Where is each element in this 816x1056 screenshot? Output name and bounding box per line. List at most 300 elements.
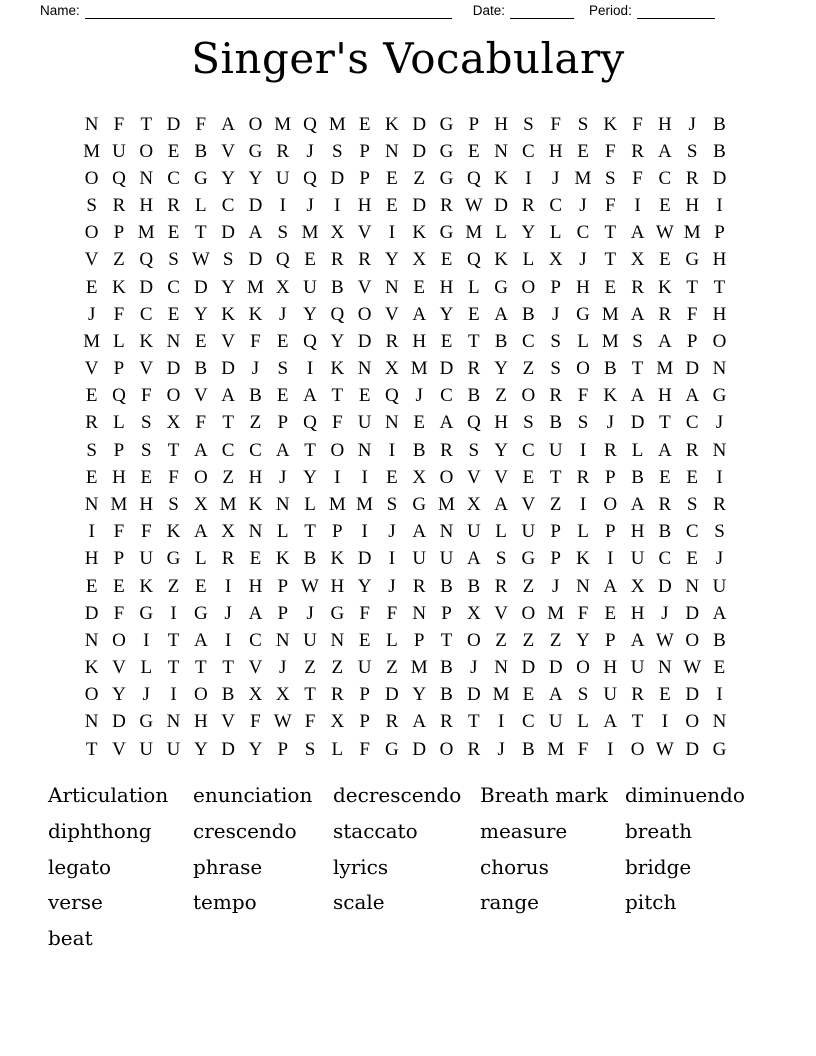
page-title: Singer's Vocabulary [191, 34, 625, 83]
grid-cell: E [386, 466, 398, 488]
grid-cell: A [658, 439, 672, 461]
grid-cell: D [357, 330, 372, 352]
grid-cell: U [139, 738, 154, 760]
grid-cell: G [193, 602, 208, 624]
grid-cell: F [386, 602, 398, 624]
grid-cell: N [385, 276, 399, 298]
grid-cell: J [251, 358, 260, 380]
grid-cell: N [84, 113, 99, 135]
name-blank-line [85, 5, 452, 19]
grid-cell: B [440, 684, 453, 706]
grid-cell: D [166, 113, 181, 135]
grid-cell: F [250, 330, 261, 352]
grid-cell: Y [494, 358, 508, 380]
grid-cell: J [497, 738, 505, 760]
grid-cell: M [110, 493, 128, 515]
grid-cell: U [630, 657, 645, 679]
grid-cell: O [521, 276, 536, 298]
grid-cell: L [495, 222, 507, 244]
grid-cell: B [522, 303, 535, 325]
grid-cell: H [139, 195, 154, 217]
grid-cell: S [550, 358, 561, 380]
grid-cell: C [221, 439, 235, 461]
grid-cell: C [549, 195, 563, 217]
grid-cell: D [439, 358, 454, 380]
word-item: chorus [480, 854, 549, 879]
grid-cell: W [464, 195, 483, 217]
grid-cell: X [330, 711, 345, 733]
grid-cell: H [139, 493, 154, 515]
grid-cell: F [250, 711, 261, 733]
grid-cell: O [685, 629, 700, 651]
grid-cell: I [579, 439, 587, 461]
grid-cell: L [113, 412, 125, 434]
grid-cell: R [467, 358, 481, 380]
grid-cell: E [167, 303, 180, 325]
grid-cell: F [195, 412, 207, 434]
grid-cell: O [576, 657, 590, 679]
grid-cell: W [683, 657, 702, 679]
word-item: enunciation [193, 783, 313, 807]
grid-cell: I [88, 521, 95, 543]
grid-cell: K [603, 113, 618, 135]
grid-cell: D [139, 276, 154, 298]
grid-cell: W [655, 222, 674, 244]
grid-cell: O [685, 711, 700, 733]
grid-cell: B [713, 629, 726, 651]
grid-cell: Y [193, 303, 208, 325]
grid-cell: U [466, 521, 481, 543]
grid-cell: A [685, 385, 700, 407]
name-label: Name: [40, 3, 80, 18]
grid-cell: D [685, 684, 700, 706]
grid-cell: Y [221, 167, 235, 189]
grid-cell: P [113, 222, 125, 244]
grid-cell: A [275, 439, 290, 461]
grid-cell: Q [466, 249, 481, 271]
grid-cell: J [551, 575, 560, 597]
grid-cell: L [577, 330, 589, 352]
grid-cell: P [113, 358, 125, 380]
grid-cell: N [84, 493, 99, 515]
grid-cell: E [713, 657, 726, 679]
grid-cell: G [685, 249, 700, 271]
grid-cell: X [275, 684, 290, 706]
grid-cell: N [84, 711, 99, 733]
grid-cell: P [550, 521, 561, 543]
grid-cell: S [86, 439, 97, 461]
word-item: diphthong [48, 818, 152, 843]
grid-cell: I [361, 521, 368, 543]
grid-cell: C [522, 330, 535, 352]
grid-cell: A [248, 602, 263, 624]
grid-cell: M [547, 602, 565, 624]
grid-cell: M [438, 493, 455, 515]
grid-cell: A [494, 303, 508, 325]
grid-cell: M [328, 113, 346, 135]
grid-cell: R [631, 684, 644, 706]
grid-cell: R [385, 330, 399, 352]
grid-cell: K [84, 657, 99, 679]
grid-cell: G [494, 276, 508, 298]
grid-cell: O [357, 303, 372, 325]
grid-cell: H [248, 466, 263, 488]
grid-cell: G [439, 140, 454, 162]
grid-cell: S [140, 439, 152, 461]
grid-cell: P [332, 521, 343, 543]
grid-cell: C [685, 521, 699, 543]
grid-cell: G [193, 167, 208, 189]
grid-cell: M [410, 358, 428, 380]
grid-cell: S [632, 330, 643, 352]
grid-cell: I [388, 222, 396, 244]
grid-cell: N [330, 629, 345, 651]
grid-cell: W [273, 711, 292, 733]
grid-cell: U [548, 439, 563, 461]
grid-cell: H [712, 249, 727, 271]
grid-cell: I [170, 602, 177, 624]
grid-cell: U [603, 684, 618, 706]
grid-cell: I [334, 466, 341, 488]
word-item: legato [48, 854, 112, 879]
grid-cell: S [495, 548, 507, 570]
grid-cell: E [85, 385, 98, 407]
grid-cell: R [85, 412, 98, 434]
grid-cell: N [248, 521, 263, 543]
grid-cell: Y [193, 738, 208, 760]
grid-cell: P [605, 629, 616, 651]
grid-cell: Y [303, 303, 317, 325]
grid-cell: B [467, 385, 481, 407]
grid-cell: H [494, 412, 508, 434]
grid-cell: J [715, 412, 724, 434]
grid-cell: J [688, 113, 696, 135]
grid-cell: C [167, 276, 180, 298]
grid-cell: B [713, 113, 726, 135]
grid-cell: A [630, 222, 645, 244]
grid-cell: R [112, 195, 126, 217]
word-item: Breath mark [480, 783, 608, 807]
grid-cell: G [439, 222, 454, 244]
grid-cell: R [330, 684, 344, 706]
grid-cell: H [685, 195, 700, 217]
grid-cell: Q [303, 167, 317, 189]
grid-cell: D [412, 738, 427, 760]
grid-cell: T [222, 412, 234, 434]
grid-cell: P [277, 575, 289, 597]
grid-cell: M [301, 222, 319, 244]
grid-cell: F [113, 602, 125, 624]
grid-cell: I [716, 466, 723, 488]
grid-cell: B [467, 575, 481, 597]
grid-cell: L [304, 493, 316, 515]
grid-cell: E [304, 249, 316, 271]
grid-cell: H [330, 575, 345, 597]
grid-cell: J [306, 140, 314, 162]
grid-cell: Z [304, 657, 316, 679]
grid-cell: R [167, 195, 180, 217]
grid-cell: F [577, 385, 589, 407]
grid-cell: T [222, 657, 234, 679]
grid-cell: M [492, 684, 510, 706]
word-item: pitch [625, 890, 677, 915]
grid-cell: C [249, 439, 262, 461]
grid-cell: C [139, 303, 153, 325]
grid-cell: S [523, 113, 534, 135]
grid-cell: R [440, 439, 453, 461]
grid-cell: V [521, 493, 536, 515]
grid-cell: N [275, 493, 290, 515]
grid-cell: J [715, 548, 724, 570]
grid-cell: K [412, 222, 427, 244]
grid-cell: P [277, 738, 289, 760]
grid-cell: Q [303, 412, 317, 434]
grid-cell: B [194, 358, 208, 380]
grid-cell: E [522, 466, 535, 488]
grid-cell: U [303, 629, 317, 651]
period-label: Period: [589, 3, 632, 18]
grid-cell: I [224, 629, 232, 651]
grid-cell: V [84, 249, 99, 271]
grid-cell: L [495, 521, 507, 543]
grid-cell: B [549, 412, 563, 434]
word-item: scale [333, 890, 385, 915]
grid-cell: E [249, 548, 262, 570]
grid-cell: G [166, 548, 181, 570]
grid-cell: T [304, 439, 316, 461]
grid-cell: N [84, 629, 99, 651]
grid-cell: F [195, 113, 207, 135]
grid-cell: C [522, 140, 535, 162]
grid-cell: T [468, 330, 480, 352]
grid-cell: Q [112, 385, 126, 407]
grid-cell: A [193, 521, 208, 543]
grid-cell: M [137, 222, 155, 244]
grid-cell: V [139, 358, 154, 380]
grid-cell: L [577, 711, 589, 733]
grid-cell: Z [522, 358, 535, 380]
grid-cell: Z [331, 657, 344, 679]
grid-cell: B [303, 548, 317, 570]
grid-cell: Q [112, 167, 126, 189]
grid-cell: R [494, 575, 508, 597]
word-item: decrescendo [333, 783, 462, 807]
grid-cell: K [658, 276, 672, 298]
date-label: Date: [472, 3, 506, 18]
grid-cell: J [415, 385, 423, 407]
grid-cell: W [655, 629, 674, 651]
grid-cell: G [712, 738, 727, 760]
grid-cell: P [113, 548, 125, 570]
grid-cell: V [221, 711, 235, 733]
grid-cell: O [521, 602, 536, 624]
grid-cell: G [521, 548, 536, 570]
grid-cell: L [195, 195, 207, 217]
grid-cell: X [275, 276, 290, 298]
grid-cell: S [386, 493, 398, 515]
grid-cell: D [412, 140, 427, 162]
grid-cell: C [576, 222, 590, 244]
grid-cell: U [303, 276, 317, 298]
grid-cell: A [221, 385, 235, 407]
grid-cell: D [221, 222, 235, 244]
grid-cell: T [195, 657, 207, 679]
grid-cell: Y [248, 167, 263, 189]
grid-cell: E [413, 276, 426, 298]
grid-cell: C [658, 548, 672, 570]
grid-cell: U [275, 167, 290, 189]
grid-cell: U [412, 548, 427, 570]
grid-cell: F [632, 167, 643, 189]
grid-cell: N [439, 521, 454, 543]
grid-cell: K [112, 276, 126, 298]
grid-cell: X [548, 249, 563, 271]
grid-cell: J [388, 575, 396, 597]
grid-cell: B [194, 140, 208, 162]
grid-cell: P [550, 276, 561, 298]
word-item: verse [48, 890, 103, 915]
grid-cell: D [630, 412, 645, 434]
word-item: staccato [333, 818, 418, 843]
grid-cell: Q [330, 303, 345, 325]
grid-cell: I [388, 548, 396, 570]
grid-cell: X [412, 466, 427, 488]
word-item: beat [48, 926, 93, 951]
grid-cell: M [656, 358, 674, 380]
grid-cell: S [140, 412, 152, 434]
grid-cell: P [359, 140, 370, 162]
grid-cell: G [712, 385, 727, 407]
word-item: crescendo [193, 818, 297, 843]
word-list-column [480, 778, 625, 957]
grid-cell: T [140, 113, 153, 135]
grid-cell: C [522, 711, 535, 733]
word-search-grid [78, 111, 733, 763]
grid-cell: K [494, 249, 508, 271]
grid-cell: A [193, 439, 208, 461]
grid-cell: X [466, 493, 481, 515]
grid-cell: D [385, 684, 399, 706]
grid-cell: O [84, 167, 99, 189]
grid-cell: G [139, 602, 154, 624]
grid-cell: A [439, 412, 454, 434]
grid-cell: O [330, 439, 345, 461]
grid-cell: S [222, 249, 234, 271]
word-item: breath [625, 818, 693, 843]
word-item: phrase [193, 854, 263, 879]
grid-cell: T [631, 711, 644, 733]
grid-cell: L [331, 738, 344, 760]
grid-cell: M [219, 493, 237, 515]
grid-cell: V [466, 466, 481, 488]
grid-cell: Z [549, 493, 562, 515]
grid-cell: N [357, 439, 372, 461]
grid-cell: E [358, 629, 371, 651]
grid-cell: P [277, 602, 289, 624]
grid-cell: F [550, 113, 561, 135]
grid-cell: E [659, 684, 671, 706]
grid-cell: E [440, 249, 453, 271]
grid-cell: P [413, 629, 425, 651]
grid-cell: J [551, 167, 560, 189]
grid-cell: E [167, 140, 180, 162]
grid-cell: S [577, 412, 589, 434]
grid-cell: E [659, 195, 671, 217]
grid-cell: O [112, 629, 126, 651]
grid-cell: U [112, 140, 126, 162]
grid-cell: Y [330, 330, 345, 352]
grid-cell: H [412, 330, 427, 352]
grid-cell: C [658, 167, 672, 189]
grid-cell: R [631, 276, 644, 298]
grid-cell: W [655, 738, 674, 760]
grid-cell: M [601, 330, 619, 352]
grid-cell: N [494, 140, 508, 162]
grid-cell: H [439, 276, 454, 298]
grid-cell: I [607, 548, 614, 570]
grid-cell: I [388, 439, 396, 461]
grid-cell: X [193, 493, 208, 515]
grid-cell: H [494, 113, 508, 135]
grid-cell: Y [385, 249, 399, 271]
grid-cell: V [112, 657, 126, 679]
grid-cell: A [630, 385, 645, 407]
grid-cell: P [113, 439, 125, 461]
grid-cell: F [168, 466, 179, 488]
grid-cell: R [576, 466, 590, 488]
grid-cell: K [248, 303, 263, 325]
grid-cell: D [494, 195, 508, 217]
grid-cell: M [356, 493, 374, 515]
grid-cell: D [221, 738, 235, 760]
grid-cell: K [576, 548, 590, 570]
grid-cell: H [548, 140, 563, 162]
grid-cell: S [714, 521, 725, 543]
grid-cell: A [712, 602, 727, 624]
grid-cell: Q [303, 113, 317, 135]
grid-cell: S [686, 493, 698, 515]
grid-cell: N [494, 657, 508, 679]
grid-cell: O [712, 330, 727, 352]
grid-cell: H [84, 548, 99, 570]
grid-cell: S [277, 222, 289, 244]
grid-cell: D [166, 358, 181, 380]
grid-cell: G [248, 140, 263, 162]
date-blank-line [510, 5, 574, 19]
grid-cell: E [440, 330, 453, 352]
word-item: bridge [625, 854, 692, 879]
grid-cell: S [577, 113, 589, 135]
grid-cell: Z [522, 575, 535, 597]
grid-cell: S [577, 684, 589, 706]
grid-cell: V [193, 385, 208, 407]
grid-cell: O [439, 466, 454, 488]
grid-cell: D [685, 358, 700, 380]
word-item: measure [480, 818, 568, 843]
grid-cell: P [359, 711, 370, 733]
grid-cell: N [166, 330, 181, 352]
grid-cell: Z [495, 629, 507, 651]
grid-cell: O [439, 738, 454, 760]
grid-cell: J [606, 412, 614, 434]
grid-cell: C [221, 195, 235, 217]
grid-cell: B [631, 466, 644, 488]
grid-cell: T [304, 521, 316, 543]
grid-cell: E [85, 276, 98, 298]
grid-cell: E [358, 113, 371, 135]
grid-cell: E [413, 412, 426, 434]
grid-cell: D [248, 195, 263, 217]
